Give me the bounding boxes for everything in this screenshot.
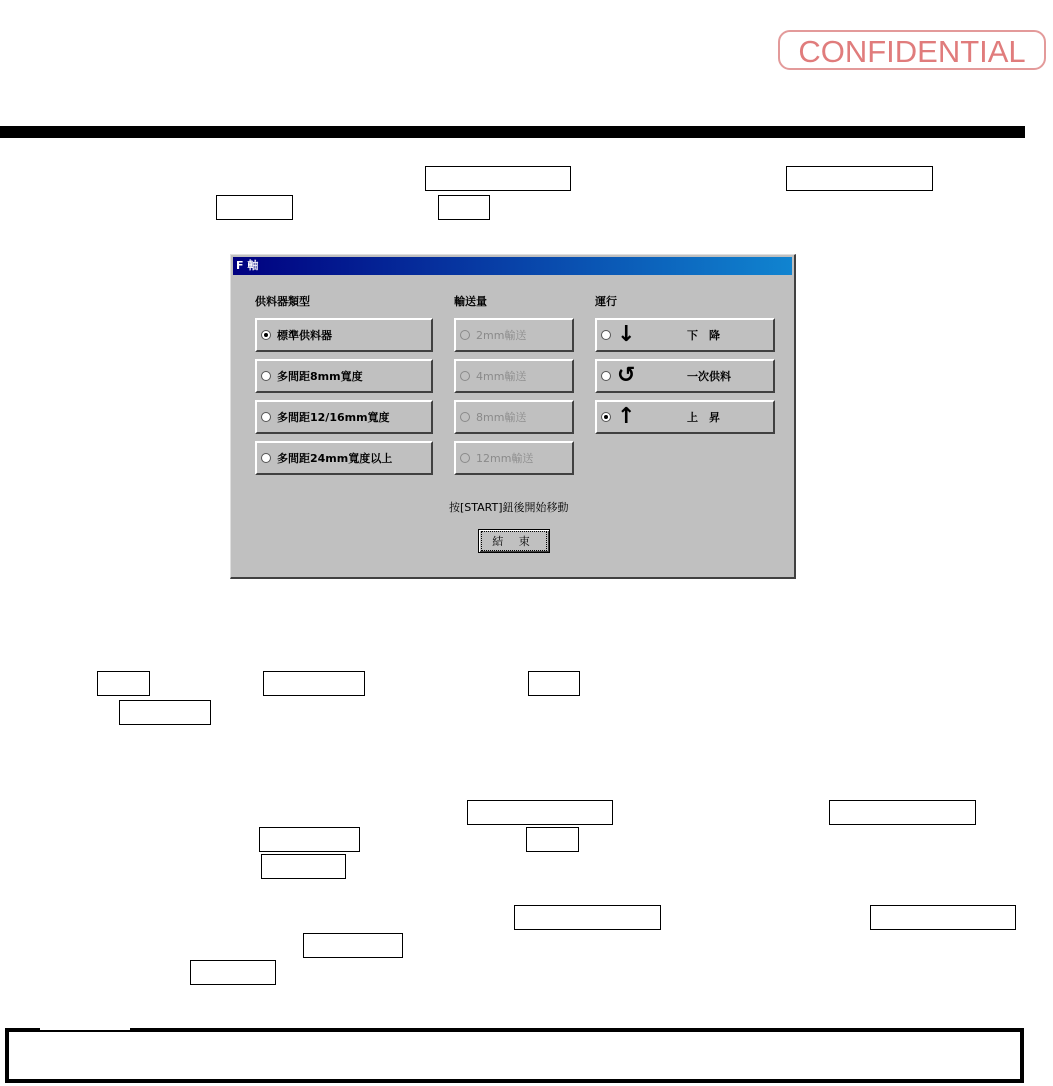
feeder-type-8mm-option[interactable]	[255, 359, 433, 393]
operation-label: 運行	[595, 295, 617, 308]
option-label: 一次供料	[687, 370, 731, 383]
radio-icon	[601, 330, 611, 340]
key-box	[263, 671, 365, 696]
option-label: 多間距8mm寬度	[277, 370, 363, 383]
feed-12mm-option[interactable]	[454, 441, 574, 475]
key-box	[259, 827, 360, 852]
dialog-titlebar[interactable]: F 軸	[233, 257, 792, 275]
key-box	[216, 195, 293, 220]
key-box	[438, 195, 490, 220]
option-label: 2mm輸送	[476, 329, 527, 342]
key-box	[97, 671, 150, 696]
key-box	[528, 671, 580, 696]
option-label: 8mm輸送	[476, 411, 527, 424]
note-frame-tab	[40, 1022, 130, 1030]
key-box	[119, 700, 211, 725]
option-label: 上 昇	[687, 411, 720, 424]
radio-icon	[460, 330, 470, 340]
feed-4mm-option[interactable]	[454, 359, 574, 393]
note-frame	[5, 1028, 1024, 1083]
feed-8mm-option[interactable]	[454, 400, 574, 434]
radio-checked-icon	[261, 330, 271, 340]
key-box	[425, 166, 571, 191]
key-box	[786, 166, 933, 191]
key-box	[829, 800, 976, 825]
key-box	[526, 827, 579, 852]
option-label: 下 降	[687, 329, 720, 342]
key-box	[514, 905, 661, 930]
radio-icon	[261, 371, 271, 381]
option-label: 12mm輸送	[476, 452, 534, 465]
key-box	[870, 905, 1016, 930]
feed-2mm-option[interactable]	[454, 318, 574, 352]
key-box	[261, 854, 346, 879]
start-hint: 按[START]鈕後開始移動	[449, 501, 569, 514]
radio-icon	[460, 453, 470, 463]
radio-checked-icon	[601, 412, 611, 422]
option-label: 多間距24mm寬度以上	[277, 452, 393, 465]
end-button-label: 結 束	[481, 531, 547, 551]
feed-amount-label: 輸送量	[454, 295, 487, 308]
operation-single-feed-option[interactable]	[595, 359, 775, 393]
operation-up-option[interactable]	[595, 400, 775, 434]
option-label: 標準供料器	[277, 329, 332, 342]
confidential-stamp: CONFIDENTIAL	[778, 30, 1046, 70]
operation-down-option[interactable]	[595, 318, 775, 352]
u-turn-arrow-icon: ↺	[617, 363, 636, 388]
arrow-down-icon: ↓	[617, 322, 636, 347]
radio-icon	[261, 453, 271, 463]
radio-icon	[460, 371, 470, 381]
feeder-type-label: 供料器類型	[255, 295, 310, 308]
f-axis-dialog	[230, 254, 796, 579]
section-rule	[0, 126, 1025, 138]
option-label: 多間距12/16mm寬度	[277, 411, 390, 424]
radio-icon	[601, 371, 611, 381]
key-box	[190, 960, 276, 985]
feeder-type-12-16mm-option[interactable]	[255, 400, 433, 434]
radio-icon	[460, 412, 470, 422]
option-label: 4mm輸送	[476, 370, 527, 383]
end-button[interactable]	[478, 529, 550, 553]
key-box	[303, 933, 403, 958]
key-box	[467, 800, 613, 825]
feeder-type-standard-option[interactable]	[255, 318, 433, 352]
radio-icon	[261, 412, 271, 422]
feeder-type-24mm-option[interactable]	[255, 441, 433, 475]
arrow-up-icon: ↑	[617, 404, 636, 429]
